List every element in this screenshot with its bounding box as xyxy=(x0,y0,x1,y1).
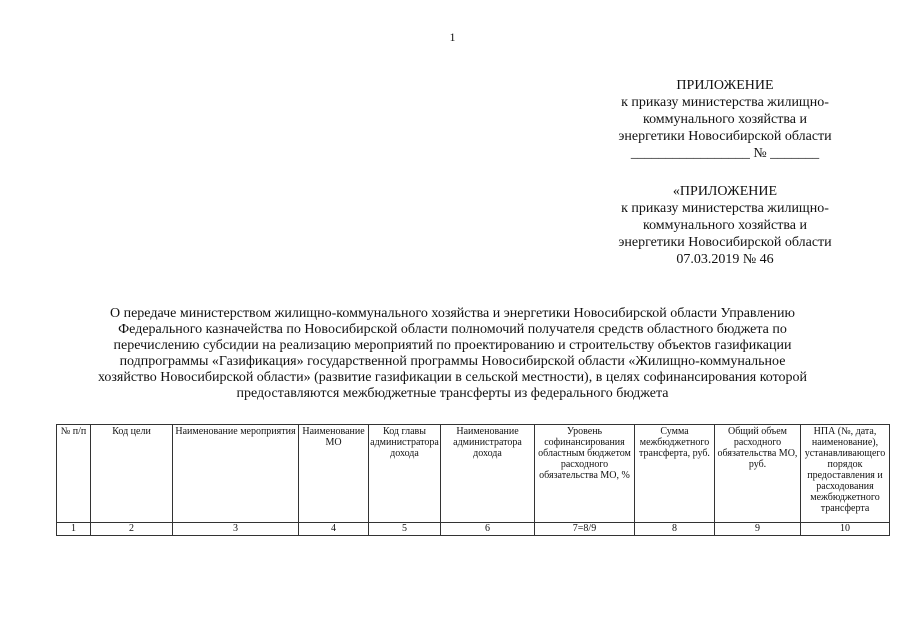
header-row xyxy=(57,425,890,523)
title-line: Федерального казначейства по Новосибирской области полномочий получателя средств областного бюджета по xyxy=(118,322,787,337)
appendix-line: коммунального хозяйства и xyxy=(642,112,808,127)
header-cell-number: № п/п xyxy=(57,425,91,523)
header-cell-legal-act: НПА (№, дата, наименование), устанавливающего порядок предоставления и расходования межбюджетного трансферта xyxy=(801,425,890,523)
title-line: перечислению субсидии на реализацию мероприятий по проектированию и строительству объектов газификации xyxy=(113,338,792,353)
table-cell: 4 xyxy=(299,523,369,536)
appendix-line: энергетики Новосибирской области xyxy=(618,235,832,250)
header-cell-goal-code: Код цели xyxy=(91,425,173,523)
header-cell-total-obligation: Общий объем расходного обязательства МО, руб. xyxy=(715,425,801,523)
page-number: 1 xyxy=(449,30,456,44)
appendix-date-number-blank: _________________ № _______ xyxy=(630,146,820,161)
table-numbering-row xyxy=(57,523,890,536)
table-cell: 2 xyxy=(91,523,173,536)
appendix-line: коммунального хозяйства и xyxy=(642,218,808,233)
appendix-line: к приказу министерства жилищно- xyxy=(621,201,829,216)
table-cell: 9 xyxy=(715,523,801,536)
table-cell: 6 xyxy=(441,523,535,536)
appendix-date-number: 07.03.2019 № 46 xyxy=(676,252,774,267)
header-cell-cofinancing-level: Уровень софинансирования областным бюджетом расходного обязательства МО, % xyxy=(535,425,635,523)
appendix-heading: «ПРИЛОЖЕНИЕ xyxy=(672,184,778,199)
appendix-heading: ПРИЛОЖЕНИЕ xyxy=(676,78,774,93)
table-cell: 8 xyxy=(635,523,715,536)
table-cell: 5 xyxy=(369,523,441,536)
document-title xyxy=(30,306,875,402)
appendix-current-block xyxy=(570,77,880,162)
header-cell-admin-name: Наименование администратора дохода xyxy=(441,425,535,523)
header-cell-measure-name: Наименование мероприятия xyxy=(173,425,299,523)
table-cell: 7=8/9 xyxy=(535,523,635,536)
title-line: предоставляются межбюджетные трансферты из федерального бюджета xyxy=(236,386,669,401)
table-cell: 1 xyxy=(57,523,91,536)
appendix-original-block xyxy=(570,183,880,268)
table-cell: 3 xyxy=(173,523,299,536)
title-line: О передаче министерством жилищно-коммунального хозяйства и энергетики Новосибирской области Управлению xyxy=(109,306,796,321)
appendix-line: к приказу министерства жилищно- xyxy=(621,95,829,110)
title-line: хозяйство Новосибирской области» (развитие газификации в сельской местности), в целях софинансирования которой xyxy=(97,370,808,385)
header-cell-admin-code: Код главы администратора дохода xyxy=(369,425,441,523)
table-cell: 10 xyxy=(801,523,890,536)
header-cell-municipality: Наименование МО xyxy=(299,425,369,523)
transfers-table xyxy=(56,424,890,536)
appendix-line: энергетики Новосибирской области xyxy=(618,129,832,144)
title-line: подпрограммы «Газификация» государственной программы Новосибирской области «Жилищно-коммунальное xyxy=(119,354,786,369)
header-cell-transfer-sum: Сумма межбюджетного трансферта, руб. xyxy=(635,425,715,523)
